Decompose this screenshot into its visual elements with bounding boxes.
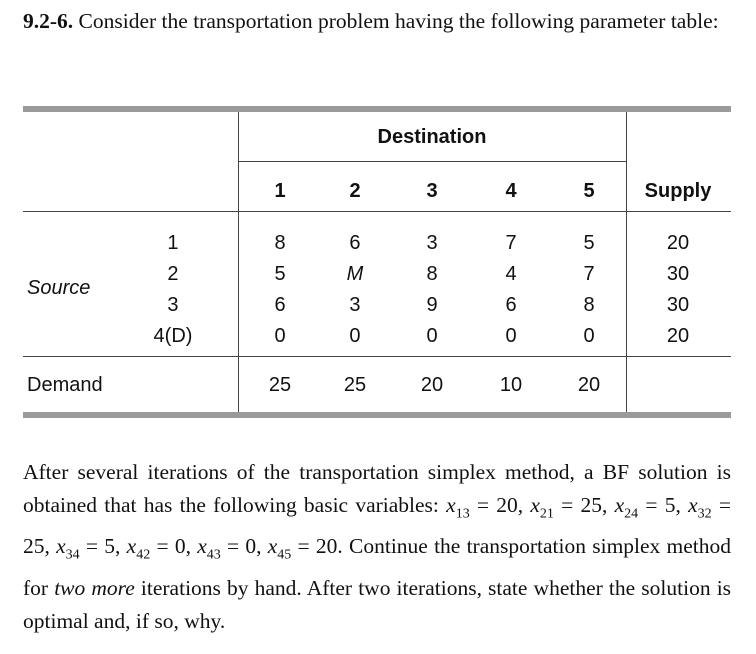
demand-cell: 25	[268, 374, 292, 396]
cost-cell: 6	[274, 294, 286, 316]
cost-cell: 0	[505, 325, 517, 347]
cost-column-5	[583, 228, 594, 352]
supply-header: Supply	[644, 180, 712, 202]
divider-under-header	[23, 211, 731, 212]
basic-variable: $x_{24} = 5$,	[614, 492, 681, 521]
cost-cell: 8	[274, 232, 286, 254]
basic-variable: $x_{45} = 20$.	[267, 534, 343, 563]
divider-under-destination	[238, 161, 626, 162]
dest-col-3: 3	[426, 180, 438, 202]
cost-cell: 0	[426, 325, 438, 347]
supply-cell: 20	[666, 232, 690, 254]
cost-column-4	[505, 228, 516, 352]
intro-text: After several iterations of the transportation simplex method, a BF solution is obtained that has the following basic variables:	[23, 460, 731, 517]
cost-cell: 7	[583, 263, 595, 285]
cost-cell: 4	[505, 263, 517, 285]
basic-variable: $x_{21} = 25$,	[530, 492, 608, 521]
basic-variable: $x_{13} = 20$,	[446, 492, 524, 521]
demand-cell: 10	[499, 374, 523, 396]
dest-col-5: 5	[583, 180, 595, 202]
supply-column	[667, 228, 689, 352]
cost-cell: 0	[583, 325, 595, 347]
emphasis-text: two more	[54, 576, 135, 601]
cost-column-1	[274, 228, 285, 352]
demand-cell: 20	[577, 374, 601, 396]
cost-cell: 3	[426, 232, 438, 254]
source-row-1: 1	[167, 232, 179, 254]
cost-cell: 0	[349, 325, 361, 347]
dest-col-1: 1	[274, 180, 286, 202]
cost-cell: 8	[426, 263, 438, 285]
cost-cell: M	[346, 263, 364, 285]
divider-left	[238, 112, 239, 412]
table-bottom-rule	[23, 412, 731, 418]
basic-variable: $x_{42} = 0$,	[126, 534, 191, 563]
divider-right	[626, 112, 627, 412]
follow-up-paragraph	[23, 456, 731, 638]
basic-variable: $x_{32} = 25$,	[23, 492, 731, 559]
supply-cell: 20	[666, 325, 690, 347]
table-top-rule	[23, 106, 731, 112]
cost-column-3	[426, 228, 437, 352]
dest-col-2: 2	[349, 180, 361, 202]
source-label: Source	[27, 277, 91, 299]
demand-cell: 25	[343, 374, 367, 396]
demand-cell: 20	[420, 374, 444, 396]
basic-variable: $x_{34} = 5$,	[56, 534, 121, 563]
supply-cell: 30	[666, 263, 690, 285]
supply-cell: 30	[666, 294, 690, 316]
cost-column-2	[347, 228, 364, 352]
continue-text-end: iterations by hand. After two iterations, state whether the solution is optimal and, if so, why.	[23, 576, 732, 633]
demand-label: Demand	[27, 374, 103, 396]
cost-cell: 7	[505, 232, 517, 254]
destination-header: Destination	[377, 126, 487, 148]
problem-number: 9.2-6.	[23, 9, 74, 33]
source-row-4: 4(D)	[153, 325, 193, 347]
cost-cell: 6	[349, 232, 361, 254]
basic-variable: $x_{43} = 0$,	[197, 534, 262, 563]
divider-above-demand	[23, 356, 731, 357]
problem-statement	[23, 6, 731, 37]
parameter-table	[23, 106, 731, 418]
cost-cell: 8	[583, 294, 595, 316]
cost-cell: 6	[505, 294, 517, 316]
source-indices	[154, 228, 193, 352]
source-row-3: 3	[167, 294, 179, 316]
cost-cell: 5	[274, 263, 286, 285]
cost-cell: 5	[583, 232, 595, 254]
cost-cell: 0	[274, 325, 286, 347]
continue-text: Continue the transportation simplex method for	[23, 534, 732, 601]
problem-text: Consider the transportation problem having the following parameter table:	[78, 9, 719, 33]
cost-cell: 3	[349, 294, 361, 316]
cost-cell: 9	[426, 294, 438, 316]
source-row-2: 2	[167, 263, 179, 285]
dest-col-4: 4	[505, 180, 517, 202]
